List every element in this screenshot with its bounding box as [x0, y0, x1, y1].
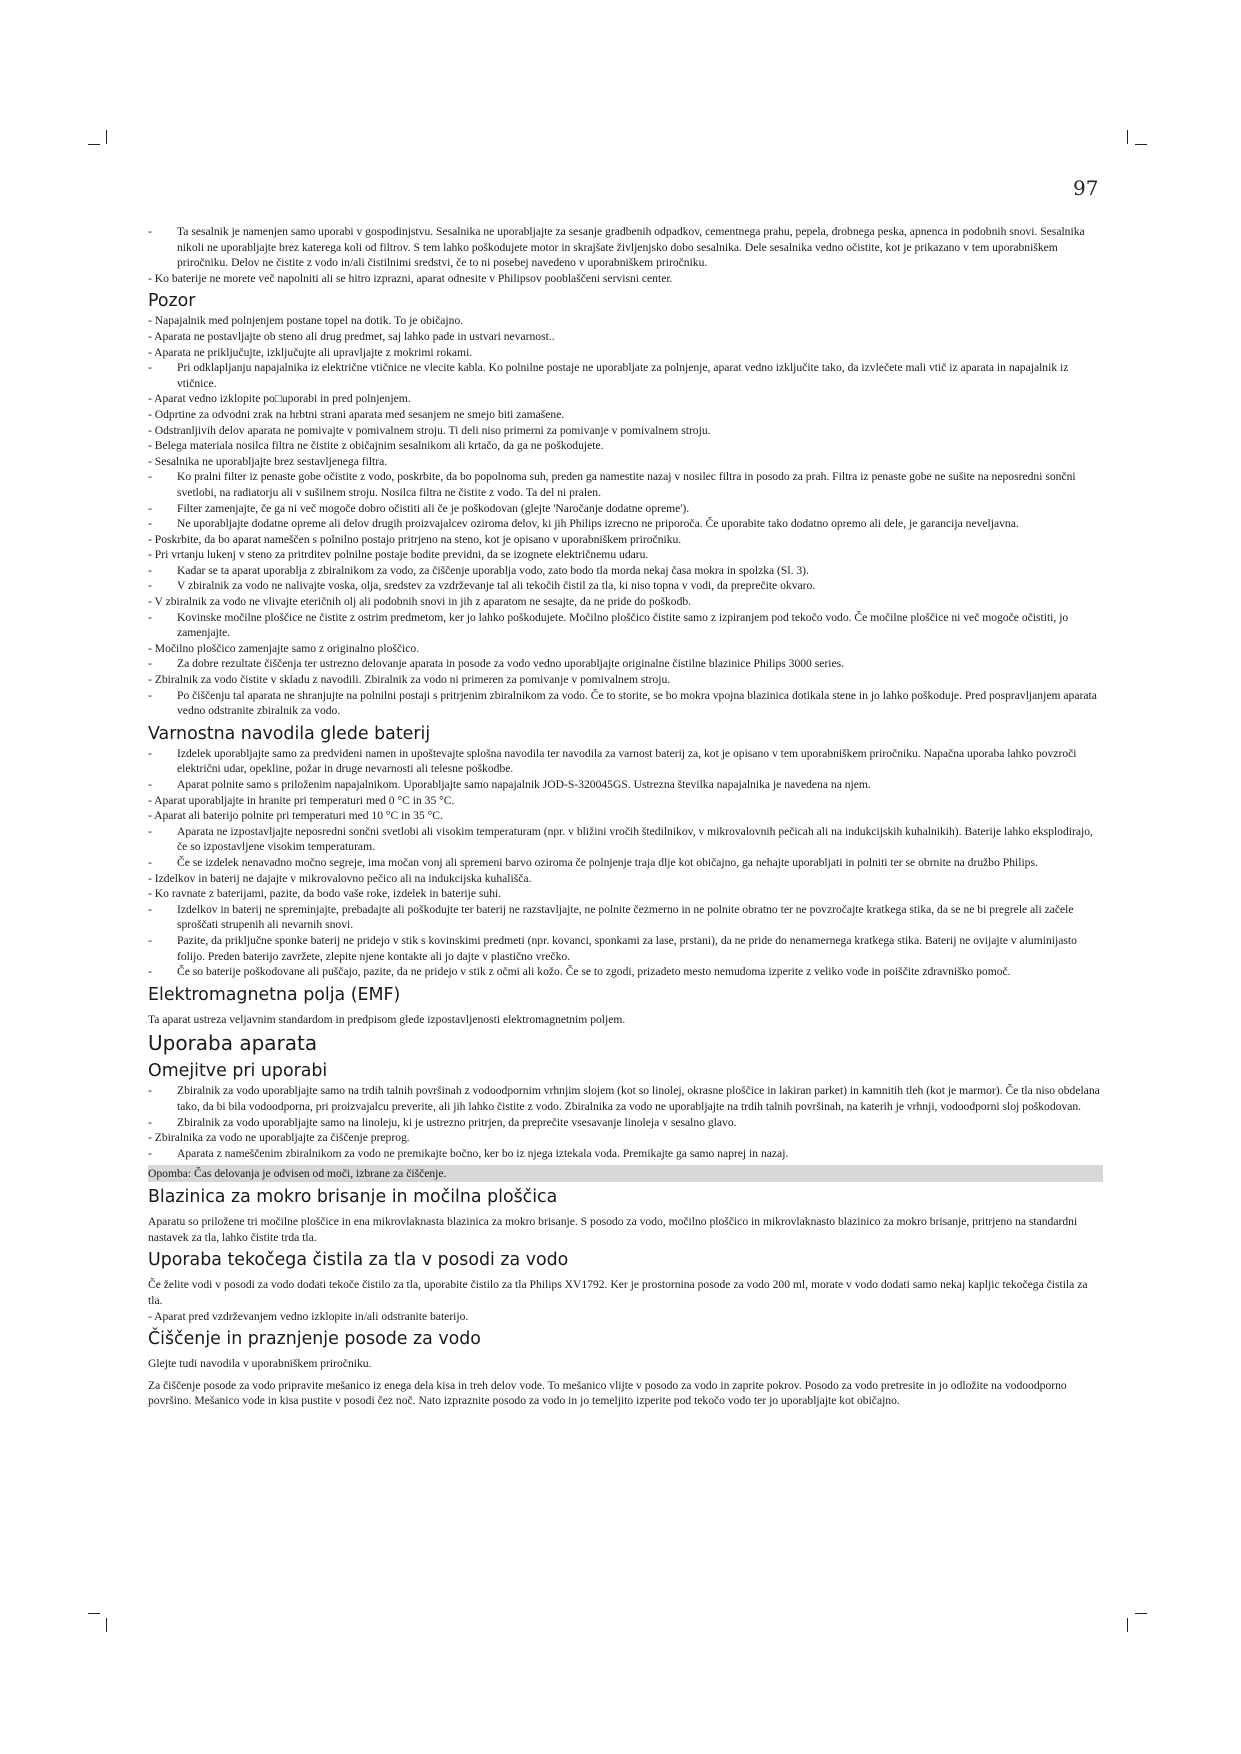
crop-mark [106, 1618, 107, 1632]
bullet-item [148, 656, 1103, 672]
bullet-text: Filter zamenjajte, če ga ni več mogoče dobro očistiti ali če je poškodovan (glejte 'Naročanje dodatne opreme'). [177, 501, 690, 515]
bullet-text: Po čiščenju tal aparata ne shranjujte na polnilni postaji s pritrjenim zbiralnikom za vodo. Če to storite, se bo mokra vpojna blazinica dotikala stene in jo lahko poškoduje. Pred pospravljanjem aparata vedno odstranite zbiralnik za vodo. [177, 688, 1097, 718]
bullet-text: Izdelkov in baterij ne spreminjajte, prebadajte ali poškodujte ter baterij ne razstavljajte, ne polnite čezmerno in ne polnite obratno ter ne povzročajte kratkega stika, da se ne bi pregrele ali začele sproščati strupenih ali nevarnih snovi. [177, 902, 1074, 932]
bullet-item [148, 855, 1103, 871]
list-item: - Sesalnika ne uporabljajte brez sestavljenega filtra. [148, 454, 388, 468]
bullet-dash: - [148, 824, 152, 838]
bullet-text: Izdelek uporabljajte samo za predvideni namen in upoštevajte splošna navodila ter navodila za varnost baterij za, kot je opisano v tem uporabniškem priročniku. Napačna uporaba lahko povzroči električni udar, opekline, požar in druge nevarnosti ali telesne poškodbe. [177, 746, 1077, 776]
bullet-dash: - [148, 361, 152, 375]
bullet-dash: - [148, 563, 152, 577]
bullet-dash: - [148, 579, 152, 593]
list-item: - Odstranljivih delov aparata ne pomivajte v pomivalnem stroju. Ti deli niso primerni za pomivanje v pomivalnem stroju. [148, 423, 711, 437]
bullet-dash: - [148, 225, 152, 238]
bullet-text: Zbiralnik za vodo uporabljajte samo na trdih talnih površinah z vodoodpornim vrhnjim slojem (kot so linolej, okrasne ploščice in lakiran parket) in kamnitih tleh (kot je marmor). Če tla niso obdelana tako, da bi bila vodoodporna, pri proizvajalcu preverite, ali jih lahko čistite z vodo. Zbiralnika za vodo ne uporabljajte na trdih talnih površinah, na katerih je vrhnji, vodoodporni sloj poškodovan. [177, 1084, 1100, 1113]
paragraph: Če želite vodi v posodi za vodo dodati tekoče čistilo za tla, uporabite čistilo za tla Philips XV1792. Ker je prostornina posode za vodo 200 ml, morate v vodo dodati samo nekaj kapljic tekočega čistila za tla. [148, 1278, 1088, 1308]
subsection-heading: Pozor [148, 291, 196, 312]
bullet-item [148, 563, 1103, 579]
bullet-item [148, 469, 1103, 500]
crop-mark [1127, 130, 1128, 144]
bullet-dash: - [148, 688, 152, 702]
list-item: - Zbiralnika za vodo ne uporabljajte za čiščenje preprog. [148, 1131, 410, 1145]
list-item: - Aparat vedno izklopite po□uporabi in pred polnjenjem. [148, 392, 411, 406]
list-item: - Aparat ali baterijo polnite pri temperaturi med 10 °C in 35 °C. [148, 809, 443, 823]
bullet-item [148, 824, 1103, 855]
bullet-item [148, 1146, 1103, 1162]
subsection-heading: Omejitve pri uporabi [148, 1061, 328, 1082]
paragraph: Glejte tudi navodila v uporabniškem priročniku. [148, 1357, 372, 1371]
bullet-dash: - [148, 517, 152, 531]
bullet-item [148, 964, 1103, 980]
list-item: - Aparata ne priključujte, izključujte ali upravljajte z mokrimi rokami. [148, 345, 473, 359]
bullet-item [148, 777, 1103, 793]
bullet-dash: - [148, 746, 152, 760]
bullet-dash: - [148, 778, 152, 791]
page-number: 97 [1073, 176, 1099, 200]
list-item: - Pri vrtanju lukenj v steno za pritrditev polnilne postaje bodite previdni, da se izognete električnemu udaru. [148, 548, 649, 562]
bullet-item [148, 902, 1103, 933]
bullet-text: Ta sesalnik je namenjen samo uporabi v gospodinjstvu. Sesalnika ne uporabljajte za sesanje gradbenih odpadkov, cementnega prahu, pepela, drobnega peska, apnenca in podobnih snovi. Sesalnika nikoli ne uporabljajte brez katerega koli od filtrov. S tem lahko poškodujete motor in skrajšate življenjsko dobo sesalnika. Dele sesalnika vedno očistite, kot je prikazano v tem uporabniškem priročniku. Delov ne čistite z vodo in/ali čistilnimi sredstvi, če to ni posebej navedeno v uporabniškem priročniku. [177, 225, 1085, 270]
bullet-text: Če se izdelek nenavadno močno segreje, ima močan vonj ali spremeni barvo oziroma če polnjenje traja dlje kot običajno, ga nehajte uporabljati in polniti ter se obrnite na družbo Philips. [177, 855, 1038, 869]
bullet-text: V zbiralnik za vodo ne nalivajte voska, olja, sredstev za vzdrževanje tal ali tekočih čistil za tla, ki niso topna v vodi, da preprečite okvaro. [177, 579, 816, 593]
bullet-item [148, 360, 1103, 391]
bullet-text: Aparata ne izpostavljajte neposredni sončni svetlobi ali visokim temperaturam (npr. v bližini vročih štedilnikov, v mikrovalovnih pečicah ali na indukcijskih kuhalnikih). Baterije lahko eksplodirajo, če so izpostavljene visokim temperaturam. [177, 824, 1093, 854]
crop-mark [88, 1613, 100, 1614]
bullet-item [148, 578, 1103, 594]
crop-mark [88, 144, 100, 145]
list-item: - Aparata ne postavljajte ob steno ali drug predmet, saj lahko pade in ustvari nevarnost.. [148, 329, 555, 343]
bullet-item [148, 1115, 1103, 1131]
bullet-dash: - [148, 855, 152, 869]
bullet-text: Za dobre rezultate čiščenja ter ustrezno delovanje aparata in posode za vodo vedno uporabljajte originalne čistilne blazinice Philips 3000 series. [177, 657, 845, 671]
bullet-text: Zbiralnik za vodo uporabljajte samo na linoleju, ki je ustrezno pritrjen, da preprečite vsesavanje linoleja v sesalno glavo. [177, 1115, 737, 1129]
list-item: - Ko baterije ne morete več napolniti ali se hitro izprazni, aparat odnesite v Philipsov pooblaščeni servisni center. [148, 271, 673, 285]
note-box: Opomba: Čas delovanja je odvisen od moči, izbrane za čiščenje. [148, 1165, 1103, 1182]
bullet-item [148, 1083, 1103, 1114]
bullet-dash: - [148, 470, 152, 484]
paragraph: Aparatu so priložene tri močilne ploščice in ena mikrovlaknasta blazinica za mokro brisanje. S posodo za vodo, močilno ploščico in mikrovlaknasto blazinico za mokro brisanje, pritrjeno na standardni nastavek za tla, lahko čistite trda tla. [148, 1215, 1078, 1244]
crop-mark [1127, 1618, 1128, 1632]
bullet-dash: - [148, 902, 152, 916]
crop-mark [1135, 144, 1147, 145]
bullet-dash: - [148, 1084, 152, 1098]
bullet-dash: - [148, 1146, 152, 1160]
bullet-text: Pri odklapljanju napajalnika iz električne vtičnice ne vlecite kabla. Ko polnilne postaje ne uporabljate za polnjenje, aparat vedno izključite tako, da izvlečete mali vtič iz aparata in napajalnik iz vtičnice. [177, 361, 1069, 390]
list-item: - Izdelkov in baterij ne dajajte v mikrovalovno pečico ali na indukcijska kuhališča. [148, 871, 532, 885]
subsection-heading: Varnostna navodila glede baterij [148, 723, 431, 744]
list-item: - Ko ravnate z baterijami, pazite, da bodo vaše roke, izdelek in baterije suhi. [148, 887, 502, 901]
bullet-dash: - [148, 965, 152, 979]
bullet-item [148, 746, 1103, 777]
list-item: - V zbiralnik za vodo ne vlivajte eteričnih olj ali podobnih snovi in jih z aparatom ne sesajte, da ne pride do poškodb. [148, 595, 692, 609]
list-item: - Močilno ploščico zamenjajte samo z originalno ploščico. [148, 641, 420, 655]
bullet-dash: - [148, 657, 152, 671]
bullet-item [148, 224, 1103, 271]
bullet-text: Ne uporabljajte dodatne opreme ali delov drugih proizvajalcev oziroma delov, ki jih Philips izrecno ne priporoča. Če uporabite tako dodatno opremo ali dele, je garancija neveljavna. [177, 517, 1019, 531]
list-item: - Belega materiala nosilca filtra ne čistite z običajnim sesalnikom ali krtačo, da ga ne poškodujete. [148, 439, 604, 453]
section-heading: Uporaba aparata [148, 1031, 318, 1056]
bullet-item [148, 933, 1103, 964]
list-item: - Poskrbite, da bo aparat nameščen s polnilno postajo pritrjeno na steno, kot je opisano v uporabniškem priročniku. [148, 532, 682, 546]
bullet-text: Pazite, da priključne sponke baterij ne pridejo v stik s kovinskimi predmeti (npr. kovanci, sponkami za lase, prstani), da ne pride do nenamernega kratkega stika. Baterij ne ovijajte v aluminijasto folijo. Preden baterijo zavržete, zlepite njene kontakte ali jo dajte v plastično vrečko. [177, 933, 1077, 963]
bullet-dash: - [148, 610, 152, 624]
subsection-heading: Elektromagnetna polja (EMF) [148, 984, 401, 1005]
list-item: - Napajalnik med polnjenjem postane topel na dotik. To je običajno. [148, 314, 464, 328]
bullet-dash: - [148, 933, 152, 947]
crop-mark [106, 130, 107, 144]
bullet-text: Kovinske močilne ploščice ne čistite z ostrim predmetom, ker jo lahko poškodujete. Močilno ploščico čistite samo z izpiranjem pod tekočo vodo. Če močilne ploščice ni več mogoče očistiti, jo zamenjajte. [177, 610, 1069, 640]
bullet-text: Ko pralni filter iz penaste gobe očistite z vodo, poskrbite, da bo popolnoma suh, preden ga namestite nazaj v nosilec filtra in posodo za prah. Filtra iz penaste gobe ne sušite na neposredni sončni svetlobi, na radiatorju ali v sušilnem stroju. Nosilca filtra ne čistite z vodo. Ta del ni pralen. [177, 470, 1076, 499]
bullet-item [148, 516, 1103, 532]
bullet-text: Aparata z nameščenim zbiralnikom za vodo ne premikajte bočno, ker bo iz njega iztekala voda. Premikajte ga samo naprej in nazaj. [177, 1146, 789, 1160]
bullet-dash: - [148, 1115, 152, 1129]
bullet-text: Če so baterije poškodovane ali puščajo, pazite, da ne pridejo v stik z očmi ali kožo. Če se to zgodi, prizadeto mesto nemudoma izperite z veliko vode in poiščite zdravniško pomoč. [177, 965, 1011, 979]
list-item: - Aparat pred vzdrževanjem vedno izklopite in/ali odstranite baterijo. [148, 1309, 469, 1323]
list-item: - Odprtine za odvodni zrak na hrbtni strani aparata med sesanjem ne smejo biti zamašene. [148, 407, 565, 421]
subsection-heading: Uporaba tekočega čistila za tla v posodi za vodo [148, 1250, 569, 1271]
crop-mark [1135, 1613, 1147, 1614]
bullet-text: Kadar se ta aparat uporablja z zbiralnikom za vodo, za čiščenje uporablja vodo, zato bodo tla morda nekaj časa mokra in spolzka (Sl. 3). [177, 563, 809, 577]
bullet-item [148, 501, 1103, 517]
bullet-item [148, 688, 1103, 719]
list-item: - Aparat uporabljajte in hranite pri temperaturi med 0 °C in 35 °C. [148, 793, 455, 807]
bullet-text: Aparat polnite samo s priloženim napajalnikom. Uporabljajte samo napajalnik JOD-S-320045GS. Ustrezna številka napajalnika je navedena na njem. [177, 778, 871, 791]
page-content [148, 224, 1103, 1409]
paragraph: Ta aparat ustreza veljavnim standardom in predpisom glede izpostavljenosti elektromagnetnim poljem. [148, 1012, 626, 1026]
list-item: - Zbiralnik za vodo čistite v skladu z navodili. Zbiralnik za vodo ni primeren za pomivanje v pomivalnem stroju. [148, 673, 671, 687]
subsection-heading: Blazinica za mokro brisanje in močilna ploščica [148, 1187, 558, 1208]
subsection-heading: Čiščenje in praznjenje posode za vodo [148, 1329, 481, 1350]
bullet-dash: - [148, 501, 152, 515]
paragraph: Za čiščenje posode za vodo pripravite mešanico iz enega dela kisa in treh delov vode. To mešanico vlijte v posodo za vodo in zaprite pokrov. Posodo za vodo pretresite in jo odložite na vodoodporno površino. Mešanico vode in kisa pustite v posodi čez noč. Nato izpraznite posodo za vodo in jo temeljito izperite pod tekočo vodo ter jo uporabljajte kot običajno. [148, 1378, 1067, 1408]
bullet-item [148, 610, 1103, 641]
